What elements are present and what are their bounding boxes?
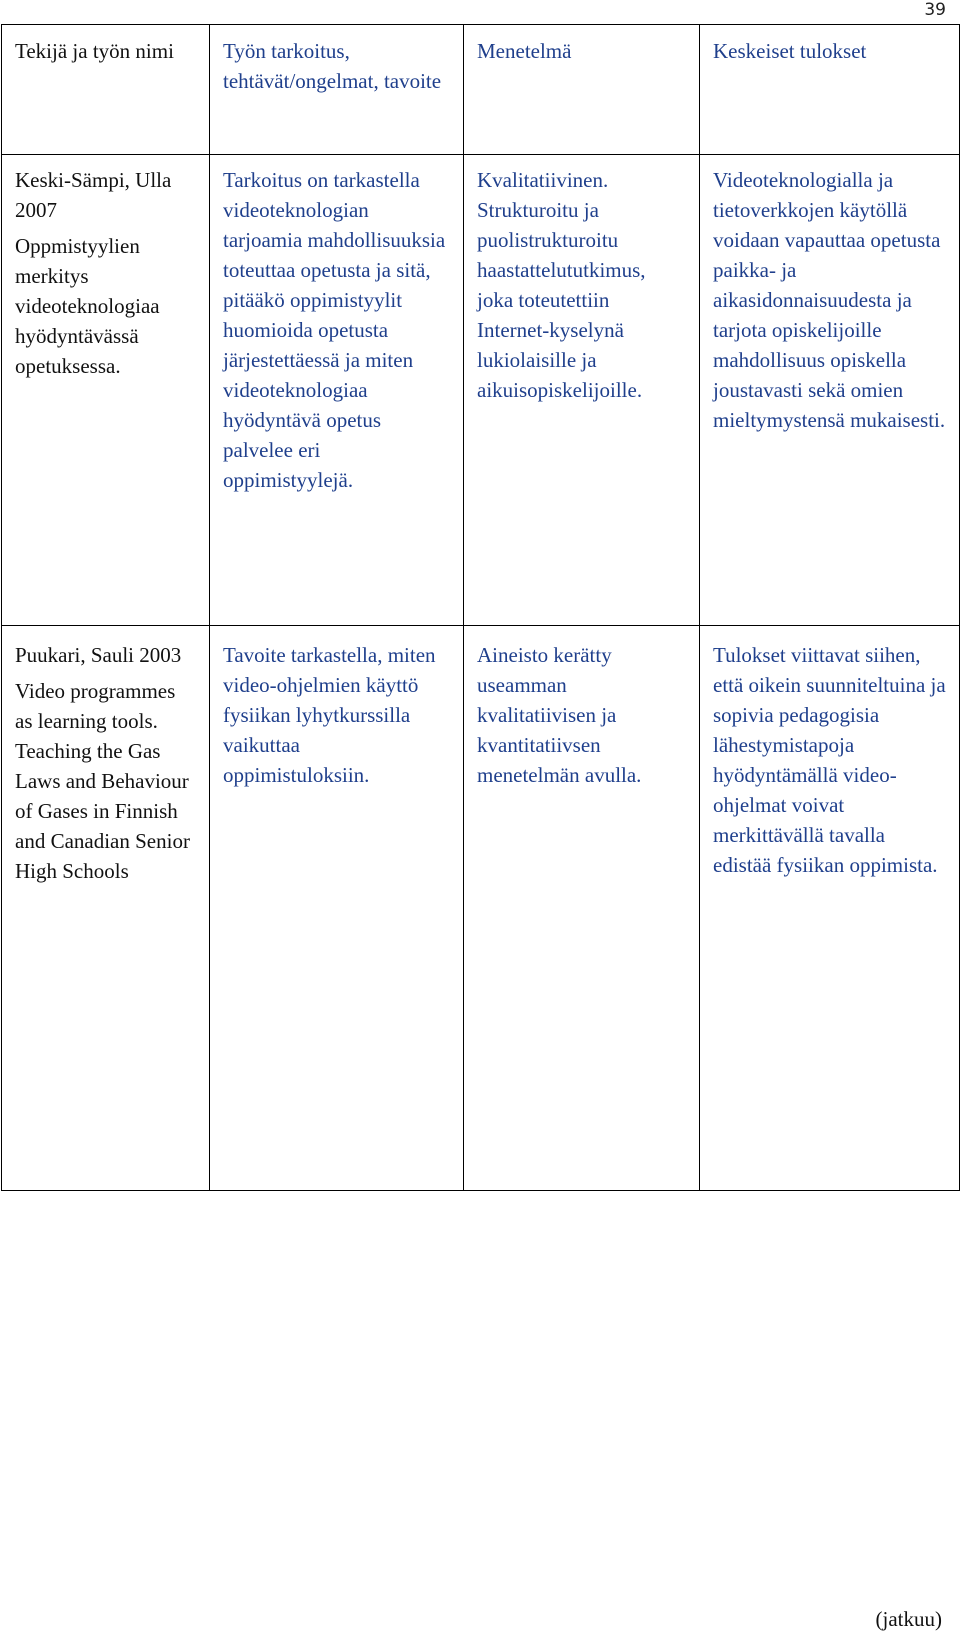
header-author: Tekijä ja työn nimi [2,25,210,155]
cell-results: Videoteknologialla ja tietoverkkojen käytöllä voidaan vapauttaa opetusta paikka- ja aikasidonnaisuudesta ja tarjota opiskelijoille mahdollisuus opiskella joustavasti sekä omien mieltymystensä mukaisesti. [700,155,960,626]
table-header-row [2,25,960,155]
table-row [2,626,960,1191]
table-row [2,155,960,626]
work-title: Video programmes as learning tools. Teaching the Gas Laws and Behaviour of Gases in Finnish and Canadian Senior High Schools [15,679,190,883]
literature-review-table [1,24,960,1191]
header-results: Keskeiset tulokset [700,25,960,155]
continued-label: (jatkuu) [875,1607,942,1631]
cell-purpose: Tarkoitus on tarkastella videoteknologian tarjoamia mahdollisuuksia toteuttaa opetusta ja sitä, pitääkö oppimistyylit huomioida opetusta järjestettäessä ja miten videoteknologiaa hyödyntävä opetus palvelee eri oppimistyylejä. [210,155,464,626]
cell-method: Aineisto kerätty useamman kvalitatiivisen ja kvantitatiivsen menetelmän avulla. [464,626,700,1191]
work-title: Oppmistyylien merkitys videoteknologiaa hyödyntävässä opetuksessa. [15,234,160,378]
page-number: 39 [924,0,946,20]
cell-author [2,626,210,1191]
header-method: Menetelmä [464,25,700,155]
author-name: Keski-Sämpi, Ulla 2007 [15,168,172,222]
author-name: Puukari, Sauli 2003 [15,643,182,667]
cell-results: Tulokset viittavat siihen, että oikein suunniteltuina ja sopivia pedagogisia lähestymistapoja hyödyntämällä video-ohjelmat voivat merkittävällä tavalla edistää fysiikan oppimista. [700,626,960,1191]
header-purpose: Työn tarkoitus, tehtävät/ongelmat, tavoite [210,25,464,155]
cell-method: Kvalitatiivinen. Strukturoitu ja puolistrukturoitu haastattelututkimus, joka toteutettiin Internet-kyselynä lukiolaisille ja aikuisopiskelijoille. [464,155,700,626]
cell-purpose: Tavoite tarkastella, miten video-ohjelmien käyttö fysiikan lyhytkurssilla vaikuttaa oppimistuloksiin. [210,626,464,1191]
cell-author [2,155,210,626]
